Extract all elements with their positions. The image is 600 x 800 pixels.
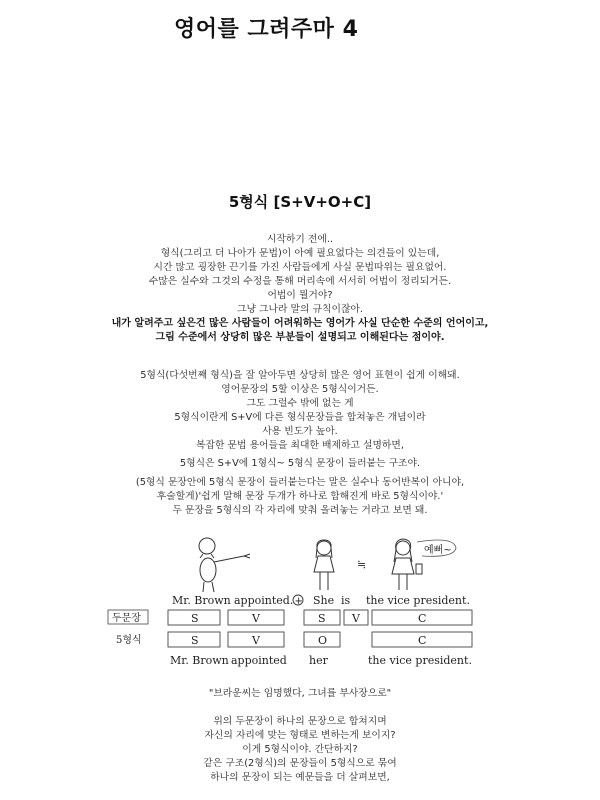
word-appointed: appointed. — [234, 594, 294, 607]
cell-s: S — [318, 612, 326, 625]
page-title: 영어를 그려주마 4 — [174, 17, 359, 42]
text-line: 이게 5형식이야. 간단하지? — [242, 744, 358, 755]
cell-o: O — [318, 634, 328, 647]
text-line: 5형식(다섯번째 형식)을 잘 알아두면 상당히 많은 영어 표현이 쉽게 이해돼. — [140, 370, 460, 381]
word-appointed: appointed — [231, 654, 287, 667]
cell-s: S — [191, 612, 199, 625]
plus-sign: + — [294, 596, 303, 607]
mr-brown-figure — [199, 538, 250, 592]
speech-bubble-text: 예뻐~ — [424, 545, 452, 556]
word-she: She — [313, 594, 335, 607]
section-title: 5형식 [S+V+O+C] — [228, 193, 372, 211]
text-line: 시작하기 전에.. — [266, 234, 334, 245]
text-line: 두 문장을 5형식의 각 자리에 맞춰 올려놓는 거라고 보면 돼. — [172, 505, 428, 516]
row-label-two-sentences: 두문장 — [112, 613, 141, 624]
closing-paragraph — [0, 715, 600, 785]
text-line: 그냥 그나라 말의 규칙이잖아. — [236, 304, 364, 315]
cell-v: V — [252, 634, 260, 647]
translation-caption: "브라운씨는 임명했다, 그녀를 부사장으로" — [208, 688, 392, 699]
text-line: 5형식이란게 S+V에 다른 형식문장들을 합쳐놓은 개념이라 — [174, 412, 426, 423]
text-line: 같은 구조(2형식)의 문장들이 5형식으로 묶여 — [203, 758, 397, 769]
cell-v: V — [352, 612, 360, 625]
text-line: 후술할게)'쉽게 말해 문장 두개가 하나로 합해진게 바로 5형식이야.' — [156, 491, 444, 502]
text-line: 형식(그리고 더 나아가 문법)이 아예 필요없다는 의견들이 있는데, — [160, 248, 440, 259]
approx-sign: ≒ — [357, 558, 367, 571]
text-line: 하나의 문장이 되는 예문들을 더 살펴보면, — [210, 772, 390, 783]
president-figure — [392, 539, 422, 590]
word-vice-president: the vice president. — [366, 594, 470, 607]
row-label-five-pattern: 5형식 — [116, 635, 142, 646]
text-line: 수많은 실수와 그것의 수정을 통해 머리속에 서서히 어법이 정리되거든. — [148, 276, 452, 287]
text-line: 사용 빈도가 높아. — [262, 426, 338, 437]
emphasis-line: 그림 수준에서 상당히 많은 부분들이 설명되고 이해된다는 점이야. — [155, 332, 445, 343]
text-line: 영어문장의 5할 이상은 5형식이거든. — [221, 384, 379, 395]
word-vice-president: the vice president. — [368, 654, 472, 667]
text-line: 자신의 자리에 맞는 형태로 변하는게 보이지? — [204, 730, 396, 741]
text-line: 위의 두문장이 하나의 문장으로 합쳐지며 — [213, 716, 387, 727]
cell-v: V — [252, 612, 260, 625]
text-line: (5형식 문장안에 5형식 문장이 들러붙는다는 말은 실수나 동어반복이 아니야, — [135, 477, 465, 488]
cell-s: S — [191, 634, 199, 647]
emphasis-line: 내가 알려주고 싶은건 많은 사람들이 어려워하는 영어가 사실 단순한 수준의 언어이고, — [111, 318, 489, 329]
intro-paragraph — [0, 233, 600, 345]
cell-c: C — [418, 612, 427, 625]
word-mr-brown: Mr. Brown — [170, 654, 229, 667]
word-her: her — [309, 654, 328, 667]
explanation-paragraph — [0, 369, 600, 518]
she-figure — [314, 540, 334, 590]
text-line: 어법이 뭘거야? — [267, 290, 333, 301]
sentence-structure-illustration — [104, 536, 504, 671]
text-line: 그도 그럴수 밖에 없는 게 — [246, 398, 354, 409]
word-mr-brown: Mr. Brown — [172, 594, 231, 607]
text-line: 시간 많고 굉장한 끈기를 가진 사람들에게 사실 문법따위는 필요없어. — [153, 262, 447, 273]
word-is: is — [341, 594, 351, 607]
text-line: 복잡한 문법 용어들을 최대한 배제하고 설명하면, — [196, 440, 404, 451]
text-line: 5형식은 S+V에 1형식~ 5형식 문장이 들러붙는 구조야. — [179, 458, 421, 469]
cell-c: C — [418, 634, 427, 647]
